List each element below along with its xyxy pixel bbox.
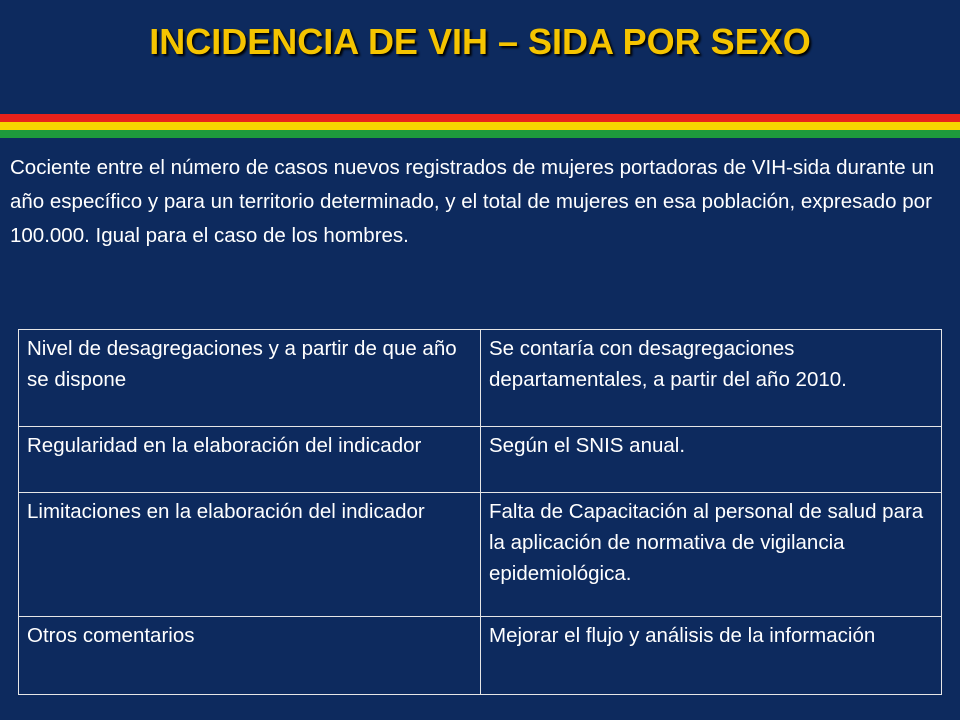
slide-title: INCIDENCIA DE VIH – SIDA POR SEXO: [149, 21, 811, 62]
stripe-green: [0, 130, 960, 138]
stripe-red: [0, 114, 960, 122]
table-row: [19, 330, 942, 427]
row-label: Regularidad en la elaboración del indicador: [19, 427, 481, 493]
table-row: [19, 617, 942, 695]
row-label: Otros comentarios: [19, 617, 481, 695]
row-value: Falta de Capacitación al personal de salud para la aplicación de normativa de vigilancia epidemiológica.: [481, 493, 942, 617]
row-value: Según el SNIS anual.: [481, 427, 942, 493]
indicator-table: [18, 329, 942, 695]
row-label: Nivel de desagregaciones y a partir de que año se dispone: [19, 330, 481, 427]
table-row: [19, 427, 942, 493]
row-value: Se contaría con desagregaciones departamentales, a partir del año 2010.: [481, 330, 942, 427]
flag-stripes: [0, 114, 960, 144]
table-row: [19, 493, 942, 617]
definition-text: Cociente entre el número de casos nuevos registrados de mujeres portadoras de VIH-sida durante un año específico y para un territorio determinado, y el total de mujeres en esa población, expresado por 100.000. Igual para el caso de los hombres.: [10, 156, 935, 247]
row-value: Mejorar el flujo y análisis de la información: [481, 617, 942, 695]
stripe-yellow: [0, 122, 960, 130]
row-label: Limitaciones en la elaboración del indicador: [19, 493, 481, 617]
